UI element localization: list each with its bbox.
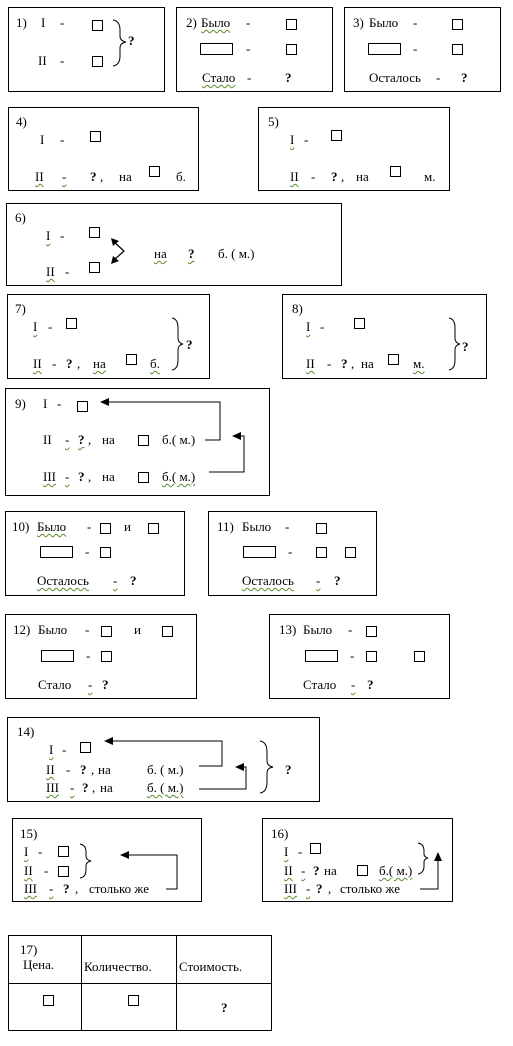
task-16-row-2-label: II	[284, 863, 293, 878]
task-14-row-3-question: ?	[82, 780, 89, 795]
task-6-unit: б. ( м.)	[218, 246, 255, 261]
task-9-number: 9)	[15, 396, 26, 411]
task-16-row-2-na: на	[324, 863, 337, 878]
task-10-dash-1: -	[87, 519, 92, 534]
task-9-row-3-label: III	[43, 469, 56, 484]
task-14-row-2-dash: -	[66, 762, 71, 777]
task-8-question: ?	[462, 339, 469, 354]
task-8-row-2-question: ?	[341, 356, 348, 371]
task-8-row-2-dash: -	[327, 356, 332, 371]
task-7-na: на	[93, 356, 106, 371]
task-1-row-2-dash: -	[60, 53, 65, 68]
task-2-dash-2: -	[246, 41, 251, 56]
task-8-row-1-label: I	[306, 319, 311, 334]
task-15-same: столько же	[89, 881, 150, 896]
task-9-row-3-comma: ,	[88, 469, 92, 484]
task-6-na: на	[154, 246, 167, 261]
task-4-number: 4)	[16, 114, 27, 129]
task-16-row-2-question: ?	[313, 863, 320, 878]
task-5-na: на	[356, 169, 369, 184]
task-15-row-2-dash: -	[44, 863, 49, 878]
task-9-row-2-label: II	[43, 432, 52, 447]
task-8-na: на	[361, 356, 374, 371]
task-10-question: ?	[130, 573, 137, 588]
task-12-became-label: Стало	[38, 677, 72, 692]
task-15-row-1-dash: -	[38, 844, 43, 859]
task-9-row-2-unit: б.( м.)	[162, 432, 196, 447]
task-3-number: 3)	[353, 15, 364, 30]
task-3-dash-2: -	[413, 41, 418, 56]
task-10-left-label: Осталось	[37, 573, 89, 588]
task-14-row-2-comma: ,	[91, 762, 95, 777]
task-11-was-label: Было	[242, 519, 272, 534]
task-1-row-2-label: II	[38, 53, 47, 68]
task-16-row-3-dash: -	[306, 881, 311, 896]
task-9-row-3-unit: б.( м.)	[162, 469, 196, 484]
task-17-quantity-box	[128, 995, 139, 1006]
task-17-cost-cell	[177, 984, 272, 1031]
task-6-question: ?	[188, 246, 195, 261]
task-7-unit: б.	[150, 356, 160, 371]
task-16-number: 16)	[271, 826, 289, 841]
task-17-table	[8, 935, 272, 1031]
task-4-na: на	[119, 169, 132, 184]
task-13-dash-2: -	[350, 648, 355, 663]
task-3-question: ?	[461, 70, 468, 85]
task-2-dash-3: -	[247, 70, 252, 85]
task-7-number: 7)	[15, 301, 26, 316]
task-9-row-2-dash: -	[65, 432, 70, 447]
task-11-dash-2: -	[288, 544, 293, 559]
task-12-was-label: Было	[38, 622, 68, 637]
task-3-left-label: Осталось	[369, 70, 421, 85]
task-9-row-2-question: ?	[78, 432, 85, 447]
task-5-row-2-dash: -	[311, 169, 316, 184]
task-7-row-2-question: ?	[66, 356, 73, 371]
task-14-row-3-unit: б. ( м.)	[147, 780, 184, 795]
task-7-row-1-label: I	[33, 319, 38, 334]
task-7-row-2-label: II	[33, 356, 42, 371]
task-13-number: 13)	[279, 622, 297, 637]
task-2-dash-1: -	[246, 15, 251, 30]
task-16-row-2-unit: б.( м.)	[379, 863, 413, 878]
task-4-row-2-label: II	[35, 169, 44, 184]
task-14-row-2-na: на	[98, 762, 111, 777]
task-14-row-1-label: I	[49, 742, 54, 757]
task-6-row-2-label: II	[46, 264, 55, 279]
task-13-was-label: Было	[303, 622, 333, 637]
task-2-became-label: Стало	[202, 70, 236, 85]
task-16-row-2-dash: -	[301, 863, 306, 878]
task-8-unit: м.	[413, 356, 425, 371]
task-17-header-quantity: Количество.	[84, 959, 152, 974]
task-13-dash-1: -	[348, 622, 353, 637]
task-5-number: 5)	[268, 114, 279, 129]
task-12-dash-3: -	[88, 677, 93, 692]
task-8-row-2-label: II	[306, 356, 315, 371]
task-9-row-1-dash: -	[57, 396, 62, 411]
task-8-comma: ,	[351, 356, 355, 371]
task-15-row-1-label: I	[24, 844, 29, 859]
task-4-unit: б.	[176, 169, 186, 184]
task-15-row-3-question: ?	[63, 881, 70, 896]
task-5-comma: ,	[341, 169, 345, 184]
task-11-dash-3: -	[316, 573, 321, 588]
task-3-dash-3: -	[436, 70, 441, 85]
task-6-row-1-dash: -	[60, 228, 65, 243]
task-12-number: 12)	[13, 622, 31, 637]
task-1-row-1-dash: -	[60, 15, 65, 30]
task-16-row-3-question: ?	[316, 881, 323, 896]
task-16-row-3-label: III	[284, 881, 297, 896]
task-17-cost-question: ?	[221, 1000, 228, 1015]
task-5-question: ?	[331, 169, 338, 184]
task-2-number: 2)	[186, 15, 197, 30]
task-12-dash-2: -	[86, 648, 91, 663]
task-7-question: ?	[186, 337, 193, 352]
task-14-row-3-dash: -	[70, 780, 75, 795]
task-17-header-quantity-cell	[82, 936, 177, 984]
task-9-row-1-label: I	[43, 396, 48, 411]
task-16-comma: ,	[328, 881, 332, 896]
task-1-row-1-label: I	[41, 15, 46, 30]
task-8-number: 8)	[292, 301, 303, 316]
task-10-dash-3: -	[113, 573, 118, 588]
task-7-row-2-dash: -	[52, 356, 57, 371]
task-11-left-label: Осталось	[242, 573, 294, 588]
task-9-row-2-comma: ,	[88, 432, 92, 447]
task-13-question: ?	[367, 677, 374, 692]
task-14-row-3-na: на	[100, 780, 113, 795]
task-10-and: и	[124, 519, 131, 534]
task-10-dash-2: -	[85, 544, 90, 559]
task-17-header-cost: Стоимость.	[179, 959, 243, 974]
task-1-number: 1)	[16, 15, 27, 30]
task-11-question: ?	[334, 573, 341, 588]
task-7-row-1-dash: -	[48, 319, 53, 334]
task-3-dash-1: -	[413, 15, 418, 30]
task-4-row-1-label: I	[40, 132, 45, 147]
task-4-question: ?	[90, 169, 97, 184]
task-10-number: 10)	[12, 519, 30, 534]
task-14-row-3-label: III	[46, 780, 59, 795]
task-16-row-1-dash: -	[298, 844, 303, 859]
task-17-header-price-cell	[9, 936, 82, 984]
task-15-row-3-label: III	[24, 881, 37, 896]
task-13-dash-3: -	[351, 677, 356, 692]
task-17-price-box	[43, 995, 54, 1006]
task-4-row-2-dash: -	[62, 169, 67, 184]
task-17-header-price: Цена.	[23, 957, 55, 972]
task-6-number: 6)	[15, 210, 26, 225]
task-6-row-1-label: I	[46, 228, 51, 243]
task-1-question: ?	[128, 33, 135, 48]
task-14-row-2-unit: б. ( м.)	[147, 762, 184, 777]
task-14-row-2-label: II	[46, 762, 55, 777]
task-15-comma: ,	[75, 881, 79, 896]
task-17-number: 17)	[20, 942, 38, 957]
task-14-row-1-dash: -	[62, 742, 67, 757]
task-9-row-3-question: ?	[78, 469, 85, 484]
task-3-was-label: Было	[369, 15, 399, 30]
task-11-dash-1: -	[285, 519, 290, 534]
task-14-question: ?	[285, 762, 292, 777]
task-5-row-1-label: I	[290, 132, 295, 147]
task-15-number: 15)	[20, 826, 38, 841]
task-5-row-1-dash: -	[304, 132, 309, 147]
task-9-row-2-na: на	[102, 432, 115, 447]
task-2-question: ?	[285, 70, 292, 85]
task-2-was-label: Было	[201, 15, 231, 30]
task-15-row-3-dash: -	[49, 881, 54, 896]
task-9-row-3-na: на	[102, 469, 115, 484]
task-16-same: столько же	[340, 881, 401, 896]
task-6-row-2-dash: -	[65, 264, 70, 279]
task-17-price-cell	[9, 984, 82, 1031]
task-17-header-cost-cell	[177, 936, 272, 984]
task-4-row-1-dash: -	[60, 132, 65, 147]
task-7-comma: ,	[77, 356, 81, 371]
task-14-number: 14)	[17, 724, 35, 739]
task-8-row-1-dash: -	[320, 319, 325, 334]
task-4-comma: ,	[100, 169, 104, 184]
task-12-dash-1: -	[85, 622, 90, 637]
task-5-unit: м.	[424, 169, 436, 184]
task-12-and: и	[134, 622, 141, 637]
task-9-row-3-dash: -	[65, 469, 70, 484]
task-12-question: ?	[102, 677, 109, 692]
task-14-row-3-comma: ,	[92, 780, 96, 795]
task-15-row-2-label: II	[24, 863, 33, 878]
task-10-was-label: Было	[37, 519, 67, 534]
task-11-number: 11)	[217, 519, 234, 534]
task-13-became-label: Стало	[303, 677, 337, 692]
task-5-row-2-label: II	[290, 169, 299, 184]
task-16-row-1-label: I	[284, 844, 289, 859]
task-17-quantity-cell	[82, 984, 177, 1031]
task-14-row-2-question: ?	[80, 762, 87, 777]
